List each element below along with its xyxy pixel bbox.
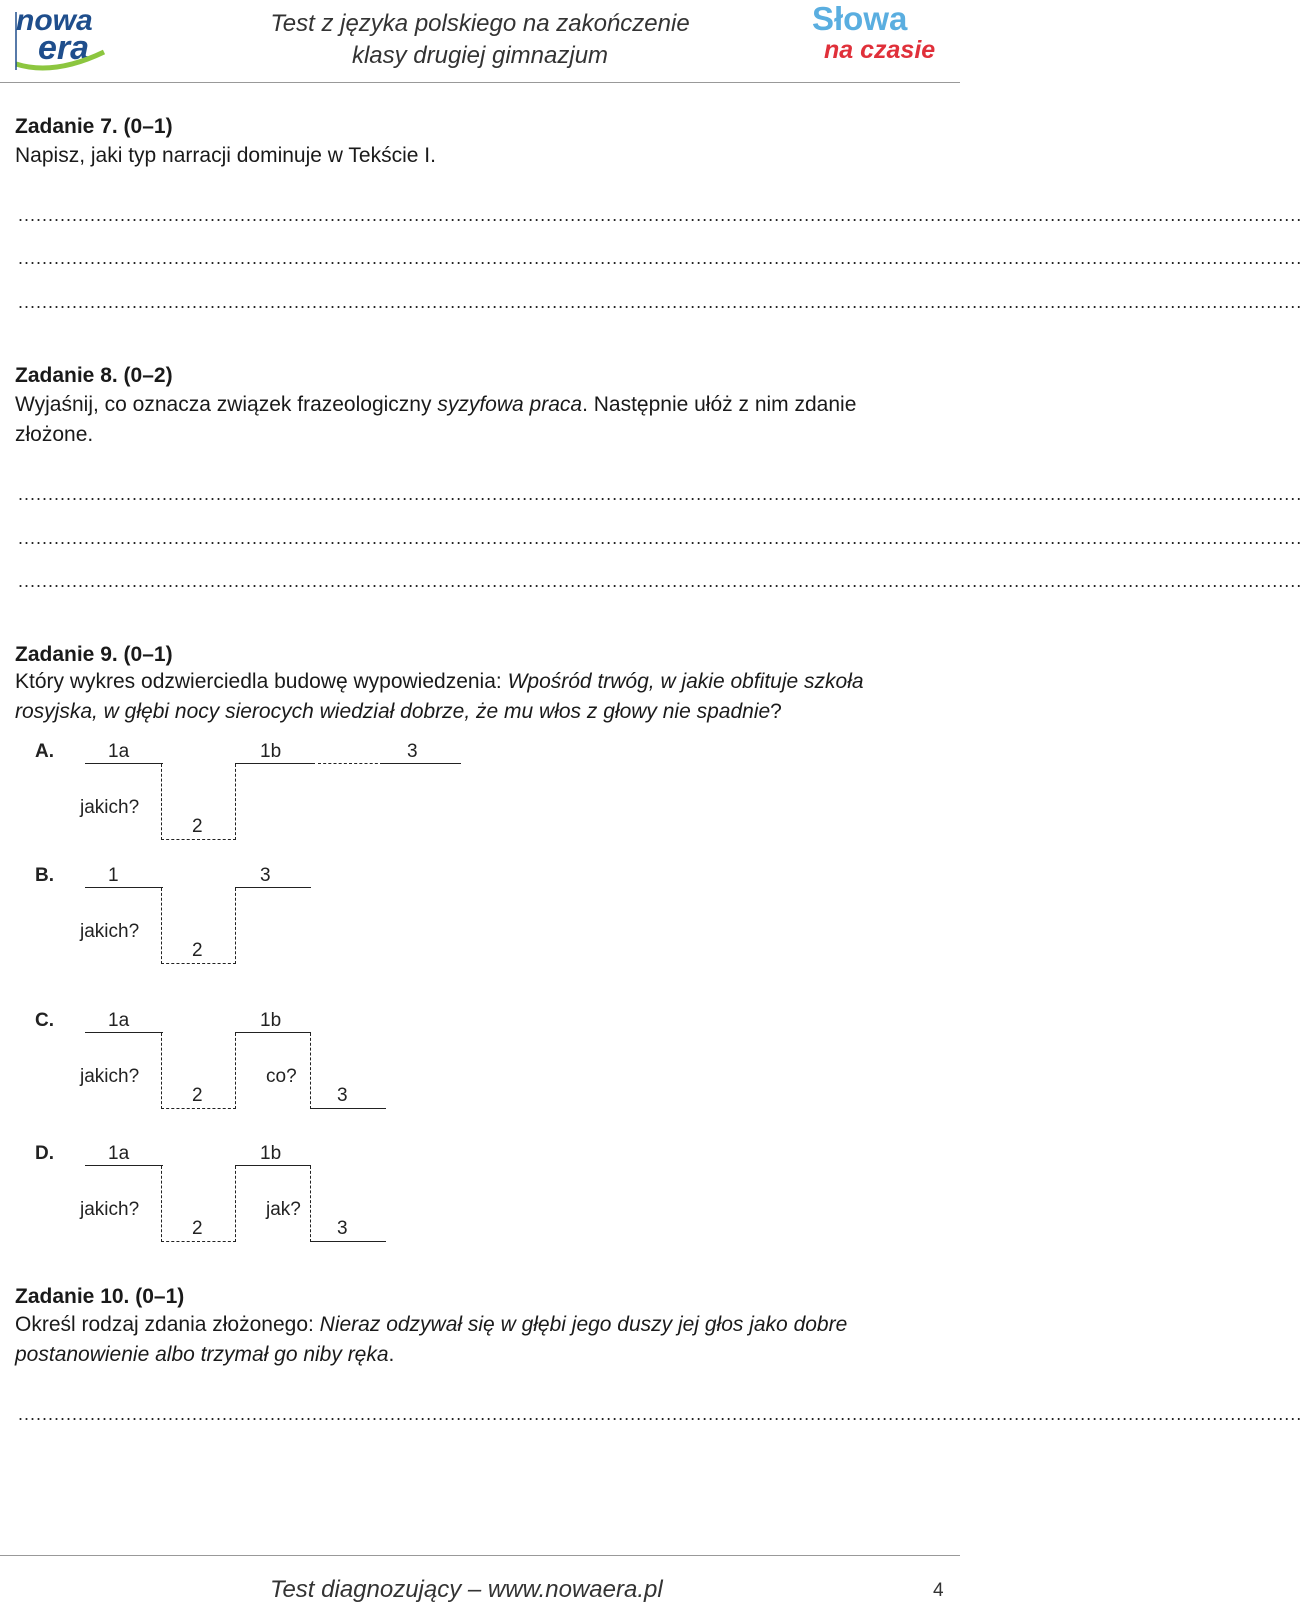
task7-heading: Zadanie 7. (0–1)	[15, 115, 173, 138]
svg-text:Słowa: Słowa	[812, 0, 908, 37]
connector-dashed	[318, 763, 383, 764]
task10-quote: Nieraz odzywał się w głębi jego duszy jej głos jako dobre postanowienie albo trzymał go niby ręka	[15, 1313, 848, 1366]
connector-dashed	[161, 1166, 162, 1242]
connector-dashed	[161, 764, 162, 840]
clause-line-dashed	[161, 963, 236, 964]
task8-phrase: syzyfowa praca	[437, 393, 583, 416]
header-title-line1: Test z języka polskiego na zakończenie	[270, 10, 690, 37]
svg-text:na czasie: na czasie	[824, 36, 936, 64]
option-c-label-2: 2	[192, 1085, 203, 1106]
option-a-letter[interactable]: A.	[35, 741, 54, 762]
answer-line[interactable]: ......................................................................................................................................................................................................................	[18, 571, 1302, 591]
header-title-line2: klasy drugiej gimnazjum	[351, 42, 609, 69]
clause-line-dashed	[161, 1241, 236, 1242]
option-c-question-2: co?	[266, 1066, 297, 1087]
option-b-label-2: 2	[192, 940, 203, 961]
clause-line	[235, 887, 311, 888]
connector-dashed	[235, 764, 236, 840]
option-d-label-1a: 1a	[108, 1143, 130, 1164]
option-c-label-3: 3	[337, 1085, 348, 1106]
option-a-question: jakich?	[80, 797, 140, 818]
clause-line	[235, 1032, 311, 1033]
option-d-label-1b: 1b	[260, 1143, 282, 1164]
option-c-letter[interactable]: C.	[35, 1010, 54, 1031]
clause-line	[85, 887, 163, 888]
task9-heading: Zadanie 9. (0–1)	[15, 643, 173, 666]
clause-line-dashed	[161, 1108, 236, 1109]
connector-dashed	[161, 888, 162, 964]
answer-line[interactable]: ......................................................................................................................................................................................................................	[18, 292, 1302, 312]
option-a-label-3: 3	[407, 741, 418, 762]
option-d-letter[interactable]: D.	[35, 1143, 54, 1164]
clause-line	[85, 763, 163, 764]
option-b-label-3: 3	[260, 865, 271, 886]
answer-line[interactable]: ......................................................................................................................................................................................................................	[18, 1404, 1302, 1424]
option-b-letter[interactable]: B.	[35, 865, 54, 886]
option-a-label-1b: 1b	[260, 741, 282, 762]
answer-line[interactable]: ......................................................................................................................................................................................................................	[18, 484, 1302, 504]
answer-line[interactable]: ......................................................................................................................................................................................................................	[18, 528, 1302, 548]
option-a-label-2: 2	[192, 816, 203, 837]
connector-dashed	[235, 888, 236, 964]
header-divider	[0, 82, 960, 83]
clause-line	[235, 763, 315, 764]
task10-text: Określ rodzaj zdania złożonego: Nieraz odzywał się w głębi jego duszy jej głos jako dobre postanowienie albo trzymał go niby ręka.	[15, 1313, 848, 1366]
option-a-label-1a: 1a	[108, 741, 130, 762]
connector-dashed	[310, 1033, 311, 1109]
nowa-era-logo	[14, 4, 109, 72]
connector-dashed	[310, 1166, 311, 1242]
svg-text:nowa: nowa	[16, 4, 93, 37]
option-b-question: jakich?	[80, 921, 140, 942]
option-c-question-1: jakich?	[80, 1066, 140, 1087]
option-d-question-2: jak?	[266, 1199, 301, 1220]
option-d-question-1: jakich?	[80, 1199, 140, 1220]
answer-line[interactable]: ......................................................................................................................................................................................................................	[18, 205, 1302, 225]
connector-dashed	[235, 1033, 236, 1109]
svg-text:era: era	[38, 29, 90, 67]
clause-line	[383, 763, 461, 764]
clause-line	[85, 1032, 163, 1033]
clause-line	[235, 1165, 311, 1166]
clause-line-dashed	[161, 839, 236, 840]
answer-line[interactable]: ......................................................................................................................................................................................................................	[18, 248, 1302, 268]
header-title	[200, 8, 760, 72]
connector-dashed	[235, 1166, 236, 1242]
footer-divider	[0, 1555, 960, 1556]
clause-line	[310, 1241, 386, 1242]
clause-line	[310, 1108, 386, 1109]
footer-text: Test diagnozujący – www.nowaera.pl	[270, 1576, 663, 1603]
task7-text: Napisz, jaki typ narracji dominuje w Tekście I.	[15, 144, 436, 167]
page-number: 4	[933, 1580, 944, 1601]
slowa-na-czasie-logo	[802, 0, 950, 68]
option-c-label-1a: 1a	[108, 1010, 130, 1031]
option-c-label-1b: 1b	[260, 1010, 282, 1031]
task8-text: Wyjaśnij, co oznacza związek frazeologiczny syzyfowa praca. Następnie ułóż z nim zdanie złożone.	[15, 393, 857, 446]
clause-line	[85, 1165, 163, 1166]
task8-heading: Zadanie 8. (0–2)	[15, 364, 173, 387]
option-d-label-2: 2	[192, 1218, 203, 1239]
task10-heading: Zadanie 10. (0–1)	[15, 1285, 185, 1308]
task9-quote: Wpośród trwóg, w jakie obfituje szkoła rosyjska, w głębi nocy sierocych wiedział dobrze, że mu włos z głowy nie spadnie	[15, 670, 864, 723]
task9-text: Który wykres odzwierciedla budowę wypowiedzenia: Wpośród trwóg, w jakie obfituje szkoła rosyjska, w głębi nocy sierocych wiedział dobrze, że mu włos z głowy nie spadnie?	[15, 670, 864, 723]
option-b-label-1: 1	[108, 865, 119, 886]
connector-dashed	[161, 1033, 162, 1109]
option-d-label-3: 3	[337, 1218, 348, 1239]
